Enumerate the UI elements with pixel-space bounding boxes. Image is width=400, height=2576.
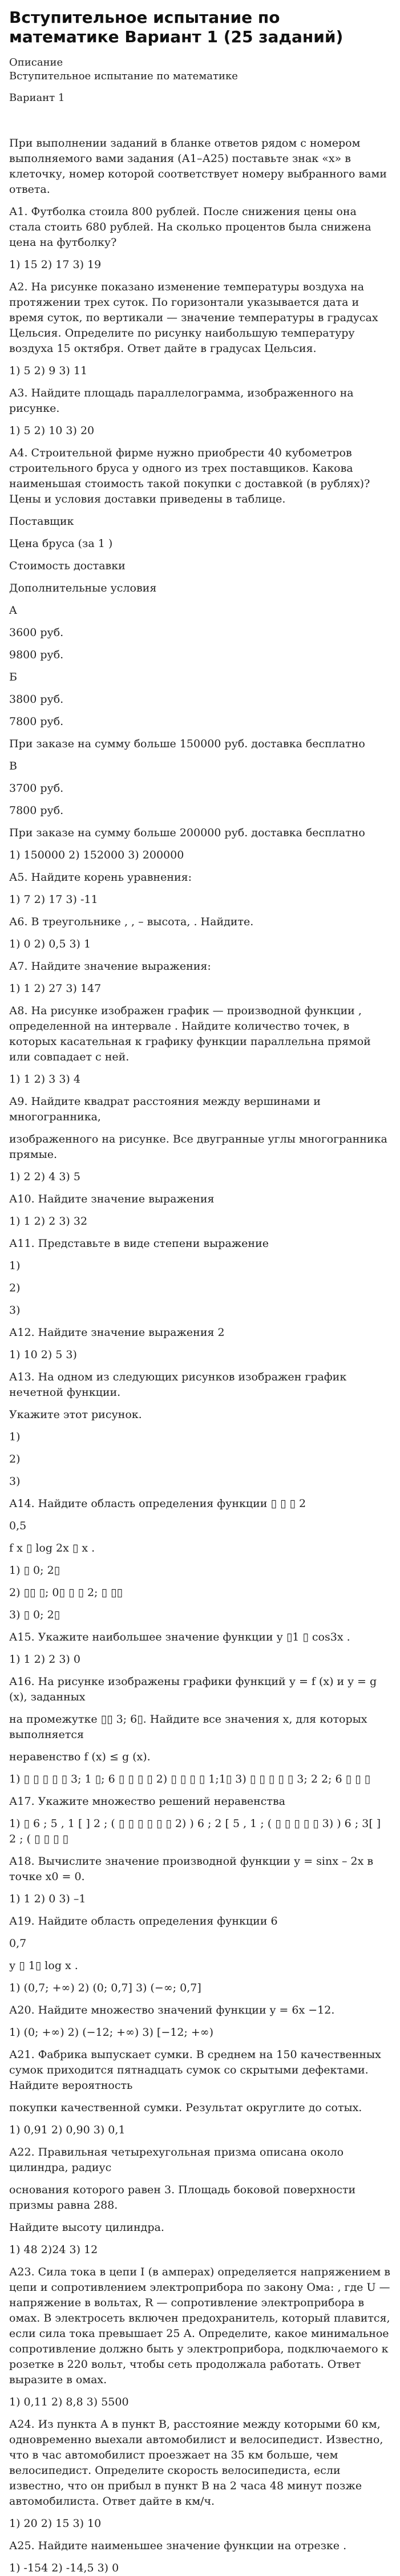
document-line: А13. На одном из следующих рисунков изображен график нечетной функции.	[9, 1371, 350, 1399]
document-line: у ▯ 1▯ log x .	[9, 1959, 78, 1972]
document-line: 1) 20 2) 15 3) 10	[9, 2517, 102, 2530]
document-line: А14. Найдите область определения функции ▯ ▯ ▯ 2	[9, 1497, 306, 1510]
document-line: 3)	[9, 1304, 21, 1317]
document-line: 1)	[9, 1259, 21, 1272]
document-line: 0,5	[9, 1520, 27, 1532]
document-line: А25. Найдите наименьшее значение функции на отрезке .	[9, 2539, 347, 2552]
document-line: А5. Найдите корень уравнения:	[9, 871, 192, 884]
document-line: Стоимость доставки	[9, 560, 126, 572]
document-line: 1) 150000 2) 152000 3) 200000	[9, 849, 184, 861]
document-line: Поставщик	[9, 515, 74, 528]
document-line: 7800 руб.	[9, 715, 64, 728]
document-line: 1) 48 2)24 3) 12	[9, 2243, 98, 2256]
document-line: А7. Найдите значение выражения:	[9, 960, 211, 973]
document-line: 2)	[9, 1453, 21, 1465]
document-line: 1) 7 2) 17 3) -11	[9, 893, 98, 906]
document-line: А9. Найдите квадрат расстояния между вершинами и многогранника,	[9, 1095, 325, 1123]
document-line: А2. На рисунке показано изменение температуры воздуха на протяжении трех суток. По горизонтали указывается дата и время суток, по вертикали — значение температуры в градусах Цельсия. Определите по рисунку наибольшую температуру воздуха 15 октября. Ответ дайте в градусах Цельсия.	[9, 281, 382, 355]
document-line: изображенного на рисунке. Все двугранные углы многогранника прямые.	[9, 1133, 391, 1161]
document-line: А12. Найдите значение выражения 2	[9, 1326, 225, 1339]
document-line: 1) 1 2) 2 3) 32	[9, 1215, 88, 1228]
document-line: 0,7	[9, 1937, 27, 1950]
document-line: А15. Укажите наибольшее значение функции у ▯1 ▯ cos3x .	[9, 1631, 350, 1643]
document-line: При заказе на сумму больше 150000 руб. доставка бесплатно	[9, 738, 365, 750]
document-line: А11. Представьте в виде степени выражение	[9, 1237, 269, 1250]
document-line: f x ▯ log 2x ▯ x .	[9, 1542, 95, 1554]
document-line: 1) 1 2) 3 3) 4	[9, 1073, 80, 1086]
document-line: А18. Вычислите значение производной функции у = sinx – 2x в точке х0 = 0.	[9, 1855, 377, 1883]
meta-description: Вступительное испытание по математике	[9, 70, 238, 82]
document-line: A	[9, 604, 17, 617]
document-line: А22. Правильная четырехугольная призма описана около цилиндра, радиус	[9, 2146, 348, 2174]
document-line: 1) (0,7; +∞) 2) (0; 0,7] 3) (−∞; 0,7]	[9, 1982, 201, 1994]
document-line: А10. Найдите значение выражения	[9, 1193, 215, 1205]
document-line: 7800 руб.	[9, 804, 64, 817]
meta-variant: Вариант 1	[9, 92, 65, 104]
document-line: Найдите высоту цилиндра.	[9, 2221, 164, 2234]
document-line: 3800 руб.	[9, 693, 64, 706]
document-line: А24. Из пункта А в пункт В, расстояние между которыми 60 км, одновременно выехали автомобилист и велосипедист. Известно, что в час автомобилист проезжает на 35 км больше, чем велосипедист. Определите скорость велосипедиста, если известно, что он прибыл в пункт В на 2 часа 48 минут позже автомобилиста. Ответ дайте в км/ч.	[9, 2418, 387, 2508]
document-line: 1) 1 2) 2 3) 0	[9, 1653, 80, 1666]
document-line: 3)	[9, 1475, 21, 1488]
document-line: Цена бруса (за 1 )	[9, 537, 113, 550]
document-line: Б	[9, 671, 17, 683]
document-line: 1) 5 2) 10 3) 20	[9, 424, 95, 437]
spacer	[9, 113, 391, 136]
document-line: 3600 руб.	[9, 626, 64, 639]
meta-block	[9, 56, 391, 105]
document-line: 1) 1 2) 0 3) –1	[9, 1893, 86, 1905]
document-line: А16. На рисунке изображены графики функций у = f (x) и y = g (x), заданных	[9, 1675, 381, 1703]
document-line: Укажите этот рисунок.	[9, 1408, 142, 1421]
document-line: 3) ▯ 0; 2▯	[9, 1609, 60, 1621]
document-line: А21. Фабрика выпускает сумки. В среднем на 150 качественных сумок приходится пятнадцать сумок со скрытыми дефектами. Найдите вероятность	[9, 2048, 385, 2092]
document-line: А6. В треугольнике , , – высота, . Найдите.	[9, 916, 254, 928]
document-line: 9800 руб.	[9, 649, 64, 661]
document-line: 1) 15 2) 17 3) 19	[9, 258, 102, 271]
document-line: 1) ▯ ▯ ▯ ▯ ▯ 3; 1 ▯; 6 ▯ ▯ ▯ ▯ 2) ▯ ▯ ▯ ▯ 1;1▯ 3) ▯ ▯ ▯ ▯ ▯ 3; 2 2; 6 ▯ ▯ ▯	[9, 1773, 371, 1785]
document-line: 2) ▯▯ ▯; 0▯ ▯ ▯ 2; ▯ ▯▯	[9, 1586, 123, 1599]
document-line: 1)	[9, 1431, 21, 1443]
document-line: 1) 1 2) 27 3) 147	[9, 982, 102, 995]
document-line: А23. Сила тока в цепи I (в амперах) определяется напряжением в цепи и сопротивлением электроприбора по закону Ома: , где U — напряжение в вольтах, R — сопротивление электроприбора в омах. В электросеть включен предохранитель, который плавится, если сила тока превышает 25 А. Определите, какое минимальное сопротивление должно быть у электроприбора, подключаемого к розетке в 220 вольт, чтобы сеть продолжала работать. Ответ выразите в омах.	[9, 2266, 394, 2386]
document-line: При заказе на сумму больше 200000 руб. доставка бесплатно	[9, 827, 365, 839]
document-line: 1) ▯ 0; 2▯	[9, 1564, 60, 1577]
document-line: Дополнительные условия	[9, 582, 157, 594]
document-line: 1) -154 2) -14,5 3) 0	[9, 2562, 119, 2574]
document-line: основания которого равен 3. Площадь боковой поверхности призмы равна 288.	[9, 2184, 359, 2212]
document-line: 1) 0,11 2) 8,8 3) 5500	[9, 2396, 129, 2408]
document-line: А17. Укажите множество решений неравенства	[9, 1795, 285, 1808]
document-line: 1) 2 2) 4 3) 5	[9, 1170, 80, 1183]
document-body	[9, 136, 394, 2576]
document-line: 1) 5 2) 9 3) 11	[9, 364, 88, 377]
document-line: 3700 руб.	[9, 782, 64, 795]
document-line: неравенство f (x) ≤ g (x).	[9, 1751, 151, 1763]
document-line: 1) 10 2) 5 3)	[9, 1348, 77, 1361]
meta-label: Описание	[9, 56, 63, 68]
document-line: А20. Найдите множество значений функции y = 6x −12.	[9, 2004, 335, 2016]
document-line: А19. Найдите область определения функции 6	[9, 1915, 278, 1927]
document-line: 1) ▯ 6 ; 5 , 1 [ ] 2 ; ( ▯ ▯ ▯ ▯ ▯ ▯ 2) ) 6 ; 2 [ 5 , 1 ; ( ▯ ▯ ▯ ▯ ▯ 3) ) 6 ; 3[ ] 2 ; ( ▯ ▯ ▯ ▯	[9, 1817, 385, 1845]
document-line: 2)	[9, 1282, 21, 1294]
document-line: 1) 0 2) 0,5 3) 1	[9, 938, 91, 950]
document-line: А8. На рисунке изображен график — производной функции , определенной на интервале . Найдите количество точек, в которых касательная к графику функции параллельна прямой или совпадает с ней.	[9, 1005, 374, 1063]
document-line: А3. Найдите площадь параллелограмма, изображенного на рисунке.	[9, 387, 357, 415]
document-line: покупки качественной сумки. Результат округлите до сотых.	[9, 2101, 362, 2114]
document-line: В	[9, 760, 17, 772]
document-line: 1) (0; +∞) 2) (−12; +∞) 3) [−12; +∞)	[9, 2026, 214, 2039]
document-line: А1. Футболка стоила 800 рублей. После снижения цены она стала стоить 680 рублей. На сколько процентов была снижена цена на футболку?	[9, 205, 375, 249]
document-line: При выполнении заданий в бланке ответов рядом с номером выполняемого вами задания (А1–А25) поставьте знак «х» в клеточку, номер которой соответствует номеру выбранного вами ответа.	[9, 137, 391, 196]
document-line: А4. Строительной фирме нужно приобрести 40 кубометров строительного бруса у одного из трех поставщиков. Какова наименьшая стоимость такой покупки с доставкой (в рублях)? Цены и условия доставки приведены в таблице.	[9, 447, 374, 505]
page-title: Вступительное испытание по математике Вариант 1 (25 заданий)	[9, 8, 344, 46]
document-line: 1) 0,91 2) 0,90 3) 0,1	[9, 2124, 126, 2136]
document-line: на промежутке ▯▯ 3; 6▯. Найдите все значения х, для которых выполняется	[9, 1713, 371, 1741]
